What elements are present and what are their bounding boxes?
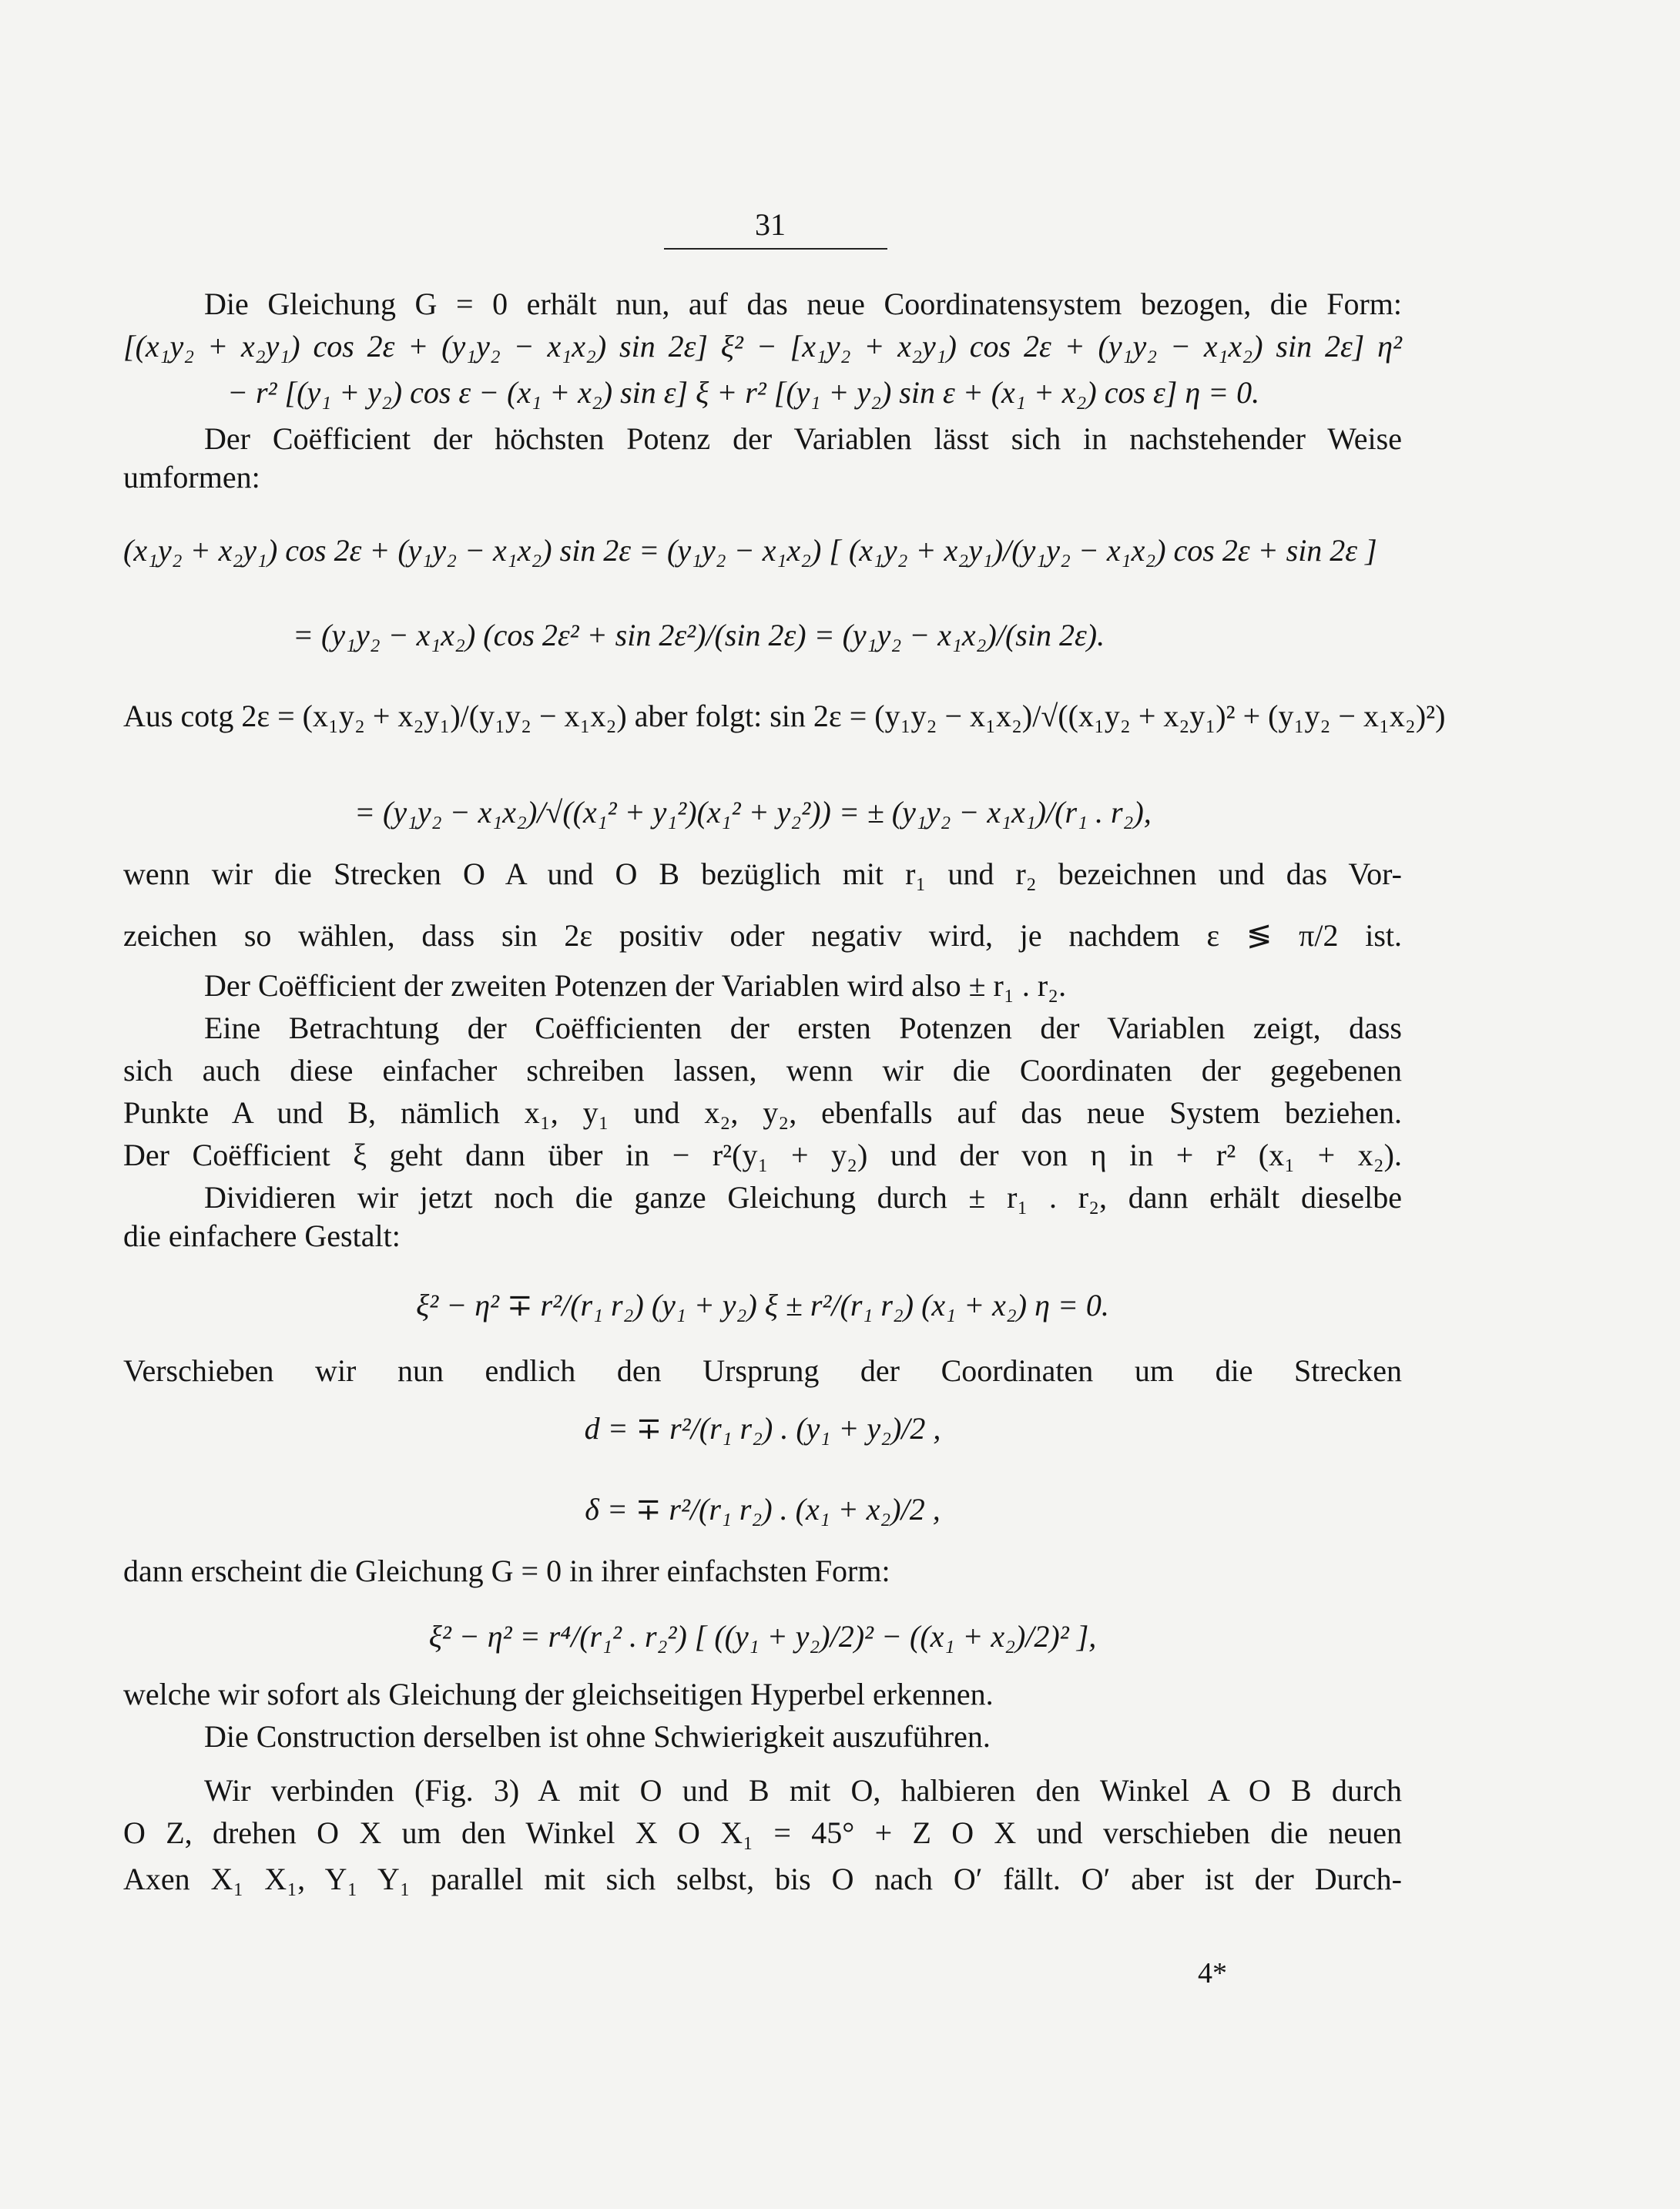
equation-line: = (y₁y₂ − x₁x₂)/√((x₁² + y₁²)(x₁² + y₂²)) = ± (y₁y₂ − x₁x₁)/(r₁ . r₂), [354, 795, 1152, 830]
text-line: Punkte A und B, nämlich x₁, y₁ und x₂, y₂, ebenfalls auf das neue System beziehen. [123, 1095, 1402, 1130]
text-line: Die Gleichung G = 0 erhält nun, auf das neue Coordinatensystem bezogen, die Form: [204, 287, 1402, 321]
signature-mark: 4* [1198, 1957, 1227, 1989]
equation-line: − r² [(y₁ + y₂) cos ε − (x₁ + x₂) sin ε] ξ + r² [(y₁ + y₂) sin ε + (x₁ + x₂) cos ε] η = 0. [227, 375, 1260, 410]
text-line: Der Coëfficient der zweiten Potenzen der Variablen wird also ± r₁ . r₂. [204, 968, 1067, 1003]
text-line: Wir verbinden (Fig. 3) A mit O und B mit O, halbieren den Winkel A O B durch [204, 1773, 1402, 1808]
text-line: O Z, drehen O X um den Winkel X O X₁ = 45° + Z O X und verschieben die neuen [123, 1815, 1402, 1850]
text-line: Der Coëfficient ξ geht dann über in − r²(y₁ + y₂) und der von η in + r² (x₁ + x₂). [123, 1138, 1402, 1172]
equation-line: δ = ∓ r²/(r₁ r₂) . (x₁ + x₂)/2 , [585, 1492, 941, 1527]
text-line: Eine Betrachtung der Coëfficienten der ersten Potenzen der Variablen zeigt, dass [204, 1011, 1402, 1045]
text-line: wenn wir die Strecken O A und O B bezüglich mit r₁ und r₂ bezeichnen und das Vor- [123, 856, 1402, 891]
page-number: 31 [755, 207, 786, 242]
text-line: Verschieben wir nun endlich den Ursprung der Coordinaten um die Strecken [123, 1353, 1402, 1388]
equation-line: d = ∓ r²/(r₁ r₂) . (y₁ + y₂)/2 , [584, 1411, 941, 1446]
text-line: Dividieren wir jetzt noch die ganze Gleichung durch ± r₁ . r₂, dann erhält dieselbe [204, 1180, 1402, 1215]
equation-line: (x₁y₂ + x₂y₁) cos 2ε + (y₁y₂ − x₁x₂) sin 2ε = (y₁y₂ − x₁x₂) [ (x₁y₂ + x₂y₁)/(y₁y₂ − x₁x₂) cos 2ε + sin 2ε ] [123, 533, 1377, 568]
header-rule [664, 248, 887, 250]
equation-line: [(x₁y₂ + x₂y₁) cos 2ε + (y₁y₂ − x₁x₂) sin 2ε] ξ² − [x₁y₂ + x₂y₁) cos 2ε + (y₁y₂ − x₁x₂) sin 2ε] η² [123, 329, 1402, 364]
text-line: Die Construction derselben ist ohne Schwierigkeit auszuführen. [204, 1719, 991, 1754]
text-line: zeichen so wählen, dass sin 2ε positiv oder negativ wird, je nachdem ε ≶ π/2 ist. [123, 918, 1402, 953]
text-line: die einfachere Gestalt: [123, 1218, 401, 1253]
text-line: dann erscheint die Gleichung G = 0 in ihrer einfachsten Form: [123, 1554, 890, 1588]
equation-line: ξ² − η² = r⁴/(r₁² . r₂²) [ ((y₁ + y₂)/2)² − ((x₁ + x₂)/2)² ], [428, 1619, 1097, 1654]
text-line: Der Coëfficient der höchsten Potenz der Variablen lässt sich in nachstehender Weise [204, 421, 1402, 456]
text-line: welche wir sofort als Gleichung der gleichseitigen Hyperbel erkennen. [123, 1677, 994, 1711]
text-line: sich auch diese einfacher schreiben lassen, wenn wir die Coordinaten der gegebenen [123, 1053, 1402, 1088]
text-line: umformen: [123, 460, 260, 494]
text-line: Axen X₁ X₁, Y₁ Y₁ parallel mit sich selbst, bis O nach O′ fällt. O′ aber ist der Durch- [123, 1862, 1402, 1896]
equation-line: = (y₁y₂ − x₁x₂) (cos 2ε² + sin 2ε²)/(sin 2ε) = (y₁y₂ − x₁x₂)/(sin 2ε). [293, 618, 1105, 652]
equation-line: Aus cotg 2ε = (x₁y₂ + x₂y₁)/(y₁y₂ − x₁x₂) aber folgt: sin 2ε = (y₁y₂ − x₁x₂)/√((x₁y₂ + x₂y₁)² + (y₁y₂ − x₁x₂)²) [123, 699, 1446, 733]
equation-line: ξ² − η² ∓ r²/(r₁ r₂) (y₁ + y₂) ξ ± r²/(r₁ r₂) (x₁ + x₂) η = 0. [416, 1288, 1109, 1322]
